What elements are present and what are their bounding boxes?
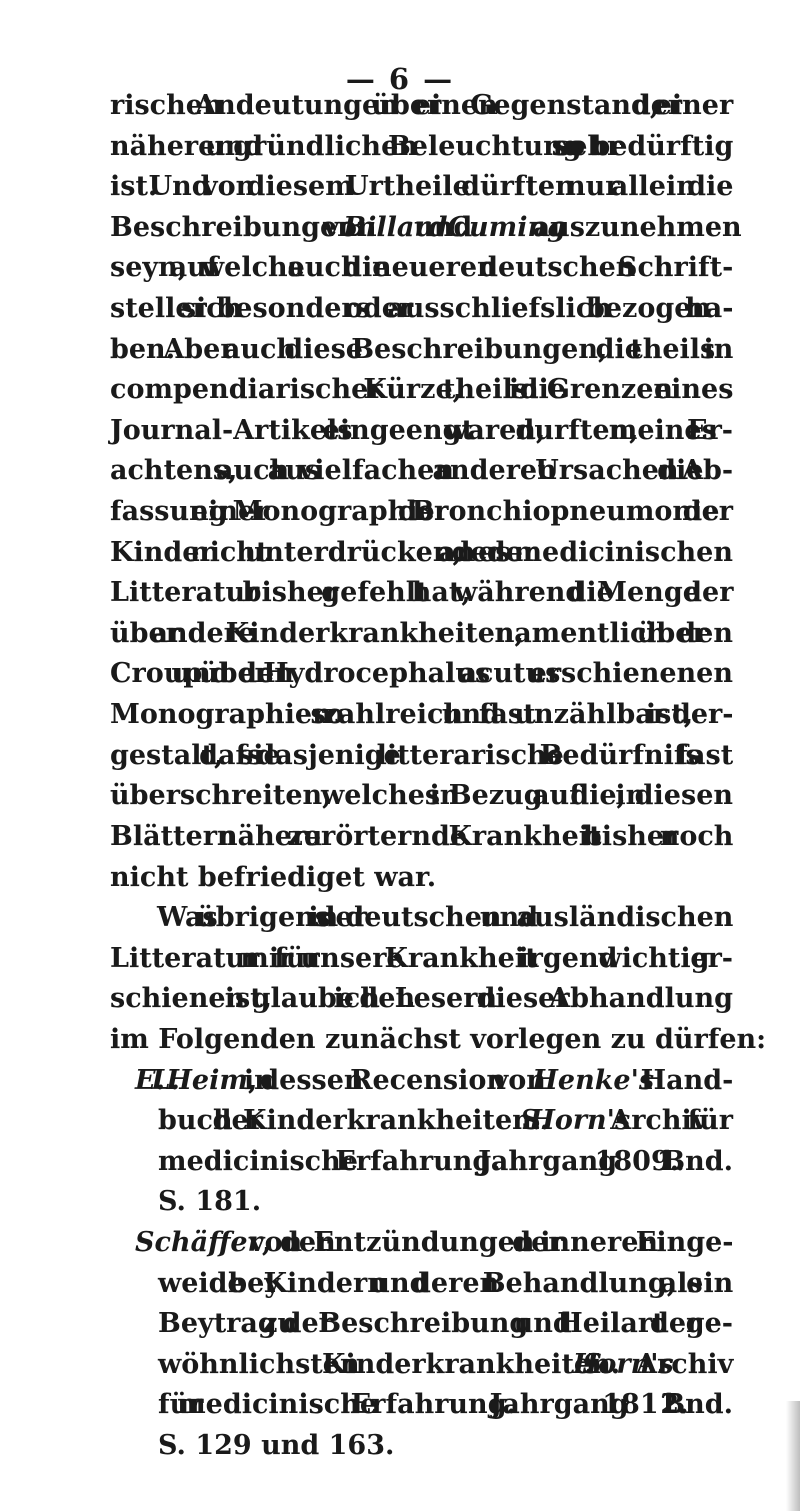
text-segment: , von den Entzündungen der inneren Einge- (261, 1226, 734, 1258)
text-line (157, 895, 733, 941)
text-line (110, 651, 733, 697)
text-line (135, 1220, 733, 1266)
text-line (110, 570, 733, 616)
text-segment: buch der Kinderkrankheiten. S. (158, 1105, 530, 1137)
text-line (110, 205, 742, 251)
text-segment: gestalt, dafs sie dasjenige litterarische Bedürfnifs fast (110, 739, 734, 771)
text-line (110, 976, 733, 1022)
text-segment: im Folgenden zunächst vorlegen zu dürfen: (110, 1023, 767, 1055)
text-segment: Beschreibungen von (110, 211, 344, 243)
text-segment: S. 129 und 163. (158, 1430, 395, 1461)
text-line (110, 1017, 767, 1063)
text-line (110, 367, 733, 413)
text-line (110, 286, 733, 332)
text-line (110, 773, 733, 819)
text-line (110, 408, 733, 454)
italic-name: E. L. Heim (135, 1064, 248, 1096)
text-segment: überschreiten, welches in Bezug auf die, in diesen (110, 780, 733, 812)
italic-name: Horn's (529, 1105, 631, 1137)
text-segment: Monographien so zahlreich und fast unzählbar ist, der- (110, 699, 734, 731)
text-line (110, 164, 733, 210)
text-segment: für medicinische Erfahrung. Jahrgang 1811. 2. Bnd. (158, 1389, 733, 1421)
text-line (135, 1058, 733, 1104)
text-line (110, 611, 733, 657)
text-segment: , in dessen Recension von (247, 1064, 533, 1096)
text-line (110, 83, 733, 129)
text-segment: wöhnlichsten Kinderkrankheiten. (158, 1348, 583, 1380)
text-line (110, 936, 733, 982)
text-segment: Croup und über den Hydrocephalus acutus erschienenen (110, 658, 733, 690)
text-segment: Journal-Artikels eingeengt waren, durften, meines Er- (110, 414, 733, 446)
text-segment: Litteratur bisher gefehlt hat, während die Menge der (110, 577, 734, 609)
text-line (158, 1179, 733, 1225)
text-segment: Blättern näher zu erörternde Krankheit bisher noch (110, 820, 734, 852)
page-number: — 6 — (345, 62, 455, 96)
italic-name: Billard (343, 211, 448, 243)
text-line (110, 327, 733, 373)
text-segment: über andere Kinderkrankheiten, namentlich über den (110, 617, 733, 649)
text-segment: Kinder nicht unterdrücken, an der es der medicinischen (110, 536, 733, 568)
text-segment: weide bey Kindern und deren Behandlung, als ein (158, 1267, 734, 1299)
text-line (158, 1261, 733, 1307)
text-segment: S. 181. (158, 1186, 262, 1218)
scan-edge-shadow (786, 1401, 800, 1511)
text-segment: Beytrag zu der Beschreibung und Heilart der ge- (158, 1308, 733, 1340)
text-segment: Was übrigens in der deutschen und ausländischen (157, 902, 734, 934)
text-line (158, 1423, 733, 1469)
text-segment: schienen ist, glaube ich den Lesern dieser Abhandlung (110, 983, 733, 1015)
text-line (158, 1301, 733, 1347)
text-segment: ist. Und von diesem Urtheile dürften nur allein die (110, 171, 734, 203)
text-segment: auszunehmen (565, 211, 742, 243)
text-segment: Archiv für (630, 1105, 733, 1137)
text-line (110, 855, 733, 901)
italic-name: Henke's (532, 1064, 655, 1096)
text-segment: ben. Aber auch diese Beschreibungen, die theils in (110, 333, 734, 365)
text-segment: Hand- (654, 1064, 734, 1096)
text-segment: steller sich besonders oder ausschliefslich bezogen ha- (110, 293, 734, 325)
text-line (110, 692, 733, 738)
text-line (110, 814, 733, 860)
text-segment: medicinische Erfahrung. Jahrgang 1809. 1. Bnd. (158, 1145, 733, 1177)
text-segment: compendiarischer Kürze, theils in die Grenzen eines (110, 374, 734, 406)
italic-name: S. Horn's (582, 1348, 674, 1380)
text-segment: seyn, auf welche auch die neueren deutschen Schrift- (110, 252, 734, 284)
text-line (158, 1342, 733, 1388)
text-line (110, 245, 733, 291)
text-line (110, 124, 733, 170)
text-line (158, 1098, 733, 1144)
italic-name: Schäffer (135, 1226, 262, 1258)
text-segment: rischen Andeutungen über einen Gegenstand, der einer (110, 90, 734, 121)
text-segment: näheren und gründlichen Beleuchtung so sehr bedürftig (110, 130, 734, 162)
text-line (110, 530, 733, 576)
text-line (110, 448, 733, 494)
text-segment: fassung einer Monographie der Bronchiopneumonie der (110, 496, 733, 528)
text-segment: Litteratur mir für unsere Krankheit irgend wichtig er- (110, 942, 733, 974)
text-line (158, 1139, 733, 1185)
text-line (158, 1382, 733, 1428)
text-line (110, 733, 733, 779)
text-segment: nicht befriediget war. (110, 861, 437, 893)
text-segment: achtens, auch aus vielfachen anderen Ursachen die Ab- (110, 455, 734, 487)
text-segment: Archiv (673, 1348, 734, 1380)
text-line (110, 489, 733, 535)
italic-name: Cuming (447, 211, 566, 243)
